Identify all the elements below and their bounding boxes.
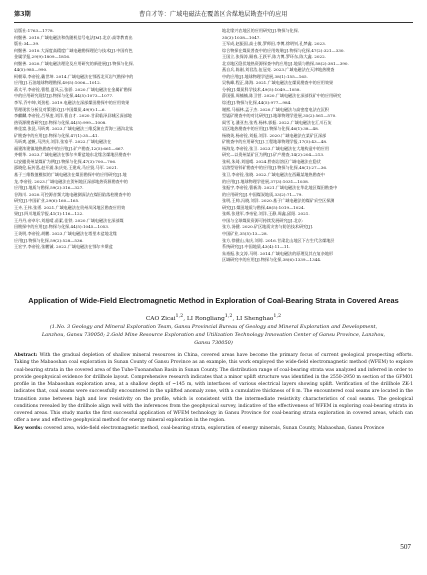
reference-line: 区域研究中的应用[J].物探与化探,38(6):1339—1344. bbox=[222, 257, 322, 263]
reference-line: 系统研究[J].中国地质,43(4):11—11. bbox=[222, 244, 291, 250]
keywords-text: covered area, wide-field electromagnetic method, coal-bearing strata, exploration of energy minerals, Sunan County, Mabaoshan, Gansu Province bbox=[43, 426, 385, 431]
reference-line: 王军成,赵振国,高士敏,罗师田,李博,徐明钊,孔梦鑫. 2023. bbox=[222, 41, 327, 47]
keywords-label: Key words: bbox=[14, 426, 43, 431]
reference-line: 邵晓伦,阮传泓,赵开浦,朱庆亮,王建成,马应贤,马军. 2021. bbox=[14, 165, 119, 171]
reference-line: 矿勘查中的应用研究[J].工程地球物理学报,17(5):43—48. bbox=[222, 139, 328, 145]
reference-line: 王丹丹,帝卓尔,刘旭晴,苗素,佳铁. 2020.广域电磁法在深部煤 bbox=[14, 217, 124, 223]
reference-line: 基于三维数值模拟的广域电磁法在煤田勘探中的应用研究[J].地 bbox=[14, 172, 127, 178]
reference-line: 李麒麟,李帝铨,吕琴凌,刘洋,曹自才. 2020.甘肃临泽县城区深部地 bbox=[14, 113, 132, 119]
reference-line: 岩溶型铅锌矿勘查中的应用[J].物探与化探,48(1):27—36. bbox=[222, 165, 328, 171]
reference-line: 蒋太平,李帝铨,曹程,夏凤云,张骄. 2020.广域电磁法在金属矿勘探 bbox=[14, 86, 132, 92]
reference-line: 中的应用研究现状[J].物探与化探,44(5):1073—1077. bbox=[14, 93, 114, 99]
reference-line: 版社:34—39. bbox=[14, 41, 40, 47]
reference-line: 王国立,张保涛,顾春,王跃平,陈力博,罗环东,陈大鑫. 2022. bbox=[222, 54, 327, 60]
reference-line: 的应用研究[J].中国煤炭地质,33(2):71—79. bbox=[222, 191, 303, 197]
reference-line: 分析[J].煤炭科学技术,49(5):1049—1058. bbox=[222, 86, 301, 92]
english-abstract bbox=[14, 352, 413, 425]
reference-line: 张方,徐健山,朱庆,刘琼. 2016.甘肃北山地区下古生代含煤地层 bbox=[222, 237, 335, 243]
issue-label: 第3期 bbox=[14, 11, 31, 18]
english-keywords bbox=[14, 425, 413, 432]
reference-line: 田勘探中的应用[J].物探与化探,44(5):1045—1053. bbox=[14, 224, 110, 230]
reference-line: 中的应用[J].地球物理学进展,38(1):155—165. bbox=[222, 73, 308, 79]
reference-line: 张明,王帅,冯晓,刘洋. 2020.基于广域电磁法的煤矿采空区探测 bbox=[222, 198, 335, 204]
reference-line: 杨晓英,杨帝铨,刘振,刘洋. 2020.广域电磁法在某矿区深部 bbox=[222, 132, 327, 138]
reference-line: 35(3):1038—1047. bbox=[222, 34, 261, 40]
reference-line: 何继善. 2020.广域电磁法理论及应用研究的新进展[J].物探与化探, bbox=[14, 60, 135, 66]
reference-line: 吴秋峰,程正,陈海. 2021.广域电磁法在煤炭勘查中的应用效果 bbox=[222, 80, 334, 86]
english-title: Application of Wide-Field Electromagnetic Method in Exploration of Coal-Bearing Strata in Covered Areas bbox=[28, 296, 399, 305]
reference-line: 研究—以贵州某矿区为例[J].矿产勘查,14(2):204—213. bbox=[222, 152, 325, 158]
reference-line: 马昕爽,凌帆,马洪庆,刘洋,张家平. 2022.广域电磁法在 bbox=[14, 139, 112, 145]
reference-line: 王宏宇,李帝铨,张鹏铖. 2022.广域电磁法在鄂尔多斯盆 bbox=[14, 244, 113, 250]
running-header bbox=[14, 7, 413, 23]
reference-line: 杨海龙,李帝铨,张卫. 2023.广域电磁法在大地构造中的应用 bbox=[222, 145, 329, 151]
reference-line: 管理现状分析及对策建议[J].中国煤炭,49(9):1—6. bbox=[14, 106, 106, 112]
english-authors: CAO Zicai$^{1,2}$, LI Rongliang$^{1,2}$, LI Shenghao$^{1,2}$ bbox=[145, 314, 282, 322]
reference-line: 岩区地热勘查中的应用[J].物探与化探,46(1):38—48. bbox=[222, 126, 320, 132]
english-affiliation: (1.No. 3 Geology and Mineral Exploration Team, Gansu Provincial Bureau of Geology and Mineral Exploration and Development, Lanzhou, Gansu 730050; 2.Gold Mine Resource Exploration and Utilization Technology Innovation Center of Gansu Province, Lanzhou, Gansu 730050) bbox=[41, 324, 386, 346]
reference-line: 综述[J].物探与化探,44(5):977—984. bbox=[222, 100, 292, 106]
reference-line: 应用[J].地质与勘探,59(2):316—327. bbox=[14, 185, 84, 191]
reference-line: 林佳富,张昆,马昕爽. 2023.广域电磁法三维反演在青海三通沟北钛 bbox=[14, 126, 134, 132]
page-number: 507 bbox=[400, 543, 411, 551]
reference-line: 的应用[J].地球物理学进展,37(3):1031—1038. bbox=[222, 178, 309, 184]
reference-line: 岩版社:1763—1778. bbox=[14, 28, 54, 33]
reference-line: 地北缘兴农地区的应用研究[J].物探与化探, bbox=[222, 28, 300, 33]
reference-line: 谢熙,马福林,孟子杰. 2020.广域电磁法与高密度电法在沉积 bbox=[222, 106, 329, 112]
reference-line: 福建浓建镇地热勘查中的应用[J].矿产勘查,12(5):661—667. bbox=[14, 145, 125, 151]
reference-line: 北京地区隐伏地热资源探查中的应用[J].地质与勘探,58(2):381—390. bbox=[222, 60, 349, 66]
references-right-column bbox=[222, 28, 413, 264]
reference-line: 型锰矿勘查中的对比研究[J].地球物理学进展,35(2):561—570. bbox=[222, 113, 337, 119]
reference-line: 综合物探在煤炭普查中的应用效果[J].物探与化探,47(2):321—330. bbox=[222, 47, 345, 53]
reference-line: 张卫,李帝铨,张晓. 2022.广域电磁法在西藏某地热勘查中 bbox=[222, 172, 325, 178]
reference-line: 中国矿业,35(5):13—28. bbox=[222, 230, 268, 236]
reference-line: 应用[J].物探与化探,59(2):528—536. bbox=[14, 237, 84, 243]
reference-line: 燕自兵,陈刚,刘君浩,伍冠亮. 2023.广域电磁法在天津地热勘查 bbox=[222, 67, 335, 73]
running-title: 曹自才等：广域电磁法在覆盖区含煤地层勘查中的应用 bbox=[139, 11, 288, 18]
reference-line: 薛国强,周楠楠,陈卫营. 2020.广域电磁法在深部找矿中的应用研究 bbox=[222, 93, 342, 99]
reference-line: 应用[J].石油地球物理勘探,49(5):1006—1012. bbox=[14, 80, 101, 86]
reference-line: 李军,乔中坤,刘劲松. 2019.电磁法在深部煤田勘探中的应用效果 bbox=[14, 100, 130, 106]
abstract-label: Abstract: bbox=[14, 353, 38, 358]
reference-line: 何继善. 2010.广域电磁法和伪随机信号电法[M].北京:高等教育出 bbox=[14, 34, 133, 40]
reference-line: 44(5):985—990. bbox=[14, 67, 48, 73]
reference-line: 张辉,张建军,李帝铨,刘洋,王静,周鑫,邱阳. 2021. bbox=[222, 211, 310, 217]
reference-line: 张柯,朱琦,刘旭晴. 2024.黔南岩溶区广域电磁法在隐伏 bbox=[222, 158, 321, 164]
abstract-text: With the gradual depletion of shallow mineral resources in China, covered areas have become the primary focus of current geological prospecting efforts. Taking the Mabaoshan coal exploration in Sunan County of Gansu Province as an example, this work employed the wide-field electromagnetic method (WFEM) to explore coal-bearing strata in the covered area of the Tuhe-Tuonanshan Basin in Sunan County. The distribution range of coal-bearing strata was analyzed and inferred in order to provide geophysical evidence for drillhole layout. Comprehensive research indicates that a minor uplift structure was identified in the 2550-2950 m section of the GFM01 profile in the Mabaoshan exploration area, at a shallow depth of ~145 m, with interfaces of various electrical layers showing uplift. Verification of the drillhole ZK-1 indicates that, coal seams were successfully encountered in the uplifted anomaly zone, with a cumulative thickness of 8 m. The encountered coal seams are located in the transition zone between high and low resistivity on the profile, which is consistent with the intermediate resistivity characteristics of coal seams. The geological conditions revealed by the drillhole align well with the inferences from the geophysical survey, indicative of the effectiveness of WFEM in exploring coal-bearing strata in covered areas. This study marks the first successful application of WFEM technology in Gansu Province for coal-bearing strata exploration in covered areas, which can offer a new and effective geophysical method for energy mineral exploration in the region. bbox=[14, 353, 414, 424]
reference-line: 矿勘查中的应用[J].物探与化探,47(1):35—41. bbox=[14, 132, 99, 138]
reference-line: 谷海川. 2020.可控源音频大地电磁测深法在煤田陷落柱勘查中的 bbox=[14, 191, 131, 197]
reference-line: 以安徽贵州某煤矿为例[J].物探与化探,47(3):700—706. bbox=[14, 158, 117, 164]
reference-line: 柯朝章,李帝铨,戴世坤. 2014.广域电磁法在鄂西北页岩气勘探中的 bbox=[14, 73, 134, 79]
reference-line: 热资源勘查研究[J].物探与化探,44(5):999—1008. bbox=[14, 119, 107, 125]
reference-line: 何继善. 2010.大深度高精度广域电磁勘探理论与技术[J].中国有色 bbox=[14, 47, 133, 53]
references-left-column bbox=[14, 28, 205, 251]
reference-line: 张振宇,李帝铨,曹新涛. 2021.广域电磁法在华北地区煤田勘查中 bbox=[222, 185, 338, 191]
reference-line: 朱裕振,张文涛,马明. 2014.广域电磁法的原理及其在复杂地形 bbox=[222, 250, 334, 256]
reference-line: 阎雪飞,潘亚杰,张秀,杨林,郭振. 2022.广域电磁法在汇川石灰 bbox=[222, 119, 332, 125]
reference-line: 研究[J].煤田地质与勘探,48(5):1019—1024. bbox=[222, 204, 305, 210]
reference-line: 齐朝华. 2023.广域电磁法在鄂尔多斯盆地东北缘含煤地层勘查中 bbox=[14, 152, 131, 158]
reference-line: 果[J].四川地质学报,41(1):116—122. bbox=[14, 211, 84, 217]
reference-line: 王卉,王伟,张勇. 2021.广域电磁法在贵州凤冈地区勘查应用效 bbox=[14, 204, 126, 210]
reference-line: 金属学报,29(9):1809—1816. bbox=[14, 54, 71, 60]
reference-line: 研究[J].中国矿业,29(6):160—165. bbox=[14, 198, 80, 204]
reference-line: 中国与全球煤炭资源可持续发展研究[J].北京: bbox=[222, 217, 304, 223]
reference-line: 张方,汤健. 2020.矿区地质灾害与防治技术研究[J]. bbox=[222, 224, 314, 230]
reference-line: 龙,李帝铨. 2023.广域电磁法在贺州地区深部地热资源勘查中的 bbox=[14, 178, 128, 184]
references-section bbox=[14, 28, 413, 288]
reference-line: 王英明,李帝铨,胡鹏. 2023.广域电磁法在塔里木盆地北缘 bbox=[14, 230, 117, 236]
